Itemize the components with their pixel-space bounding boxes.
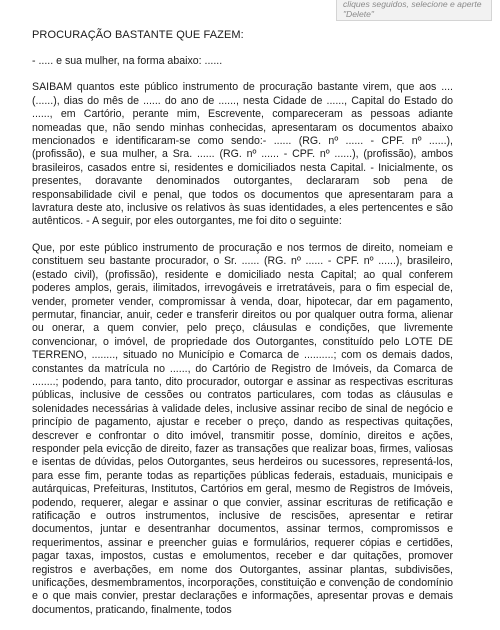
paragraph-poderes: Que, por este público instrumento de procuração e nos termos de direito, nomeiam e constituem seu bastante procurador, o Sr. ...... (RG. nº ...... - CPF. nº ......), brasileiro, (estado civil), (profissão), residente e domiciliado nesta Capital; ao qual conferem poderes amplos, gerais, ilimitados, irrevogáveis e irretratáveis, para o fim especial de, vender, prometer vender, compromissar à venda, doar, hipotecar, dar em pagamento, permutar, financiar, anuir, ceder e transferir direitos ou por qualquer outra forma, alienar ou onerar, a quem convier, pelo preço, cláusulas e condições, que livremente convencionar, o imóvel, de propriedade dos Outorgantes, constituído pelo LOTE DE TERRENO, ........, situado no Município e Comarca de ..........; com os demais dados, constantes da matrícula no ......, do Cartório de Registro de Imóveis, da Comarca de ........; podendo, para tanto, dito procurador, outorgar e assinar as respectivas escrituras públicas, inclusive de cessões ou contratos particulares, com todas as cláusulas e solenidades necessárias à validade deles, inclusive assinar recibo de sinal de negócio e princípio de pagamento, ajustar e receber o preço, dando as respectivas quitações, descrever e confrontar o dito imóvel, transmitir posse, domínio, direitos e ações, responder pela evicção de direito, fazer as transações que realizar boas, firmes, valiosas e isentas de dúvidas, pelos Outorgantes, seus herdeiros ou sucessores, representá-los, para esse fim, perante todas as repartições públicas federais, estaduais, municipais e autárquicas, Prefeituras, Institutos, Cartórios em geral, mesmo de Registros de Imóveis, podendo, requerer, alegar e assinar o que convier, assinar escrituras de retificação e ratificação e outros instrumentos, inclusive de rescisões, apresentar e retirar documentos, juntar e desentranhar documentos, assinar termos, compromissos e requerimentos, assinar e preencher guias e formulários, requerer cópias e certidões, pagar taxas, impostos, custas e emolumentos, receber e dar quitações, promover registros e averbações, em nome dos Outorgantes, assinar plantas, subdivisões, unificações, desmembramentos, incorporações, constituição e convenção de condomínio e o que mais convier, prestar declarações e informações, apresentar provas e demais documentos, praticando, finalmente, todos	[32, 241, 453, 616]
document-title: PROCURAÇÃO BASTANTE QUE FAZEM:	[32, 29, 244, 41]
hint-text: cliques seguidos, selecione e aperte "Delete"	[343, 0, 482, 19]
hint-note	[336, 0, 492, 21]
document-body	[32, 28, 453, 630]
paragraph-saibam: SAIBAM quantos este público instrumento de procuração bastante virem, que aos .... (......), dias do mês de ...... do ano de ......, nesta Cidade de ......, Capital do Estado do ......, em Cartório, perante mim, Escrevente, compareceram as pessoas adiante nomeadas que, não sendo minhas conhecidas, apresentaram os documentos abaixo mencionados e identificaram-se como sendo:- ...... (RG. nº ...... - CPF. nº ......), (profissão), e sua mulher, a Sra. ...... (RG. nº ...... - CPF. nº ......), (profissão), ambos brasileiros, casados entre si, residentes e domiciliados nesta Capital. - Inicialmente, os presentes, doravante denominados outorgantes, declararam sob pena de responsabilidade civil e penal, que todos os documentos que apresentaram para a lavratura deste ato, inclusive os relativos às suas identidades, a eles pertencentes e são autênticos. - A seguir, por eles outorgantes, me foi dito o seguinte:	[32, 81, 453, 228]
document-intro: - ..... e sua mulher, na forma abaixo: ......	[32, 55, 223, 67]
